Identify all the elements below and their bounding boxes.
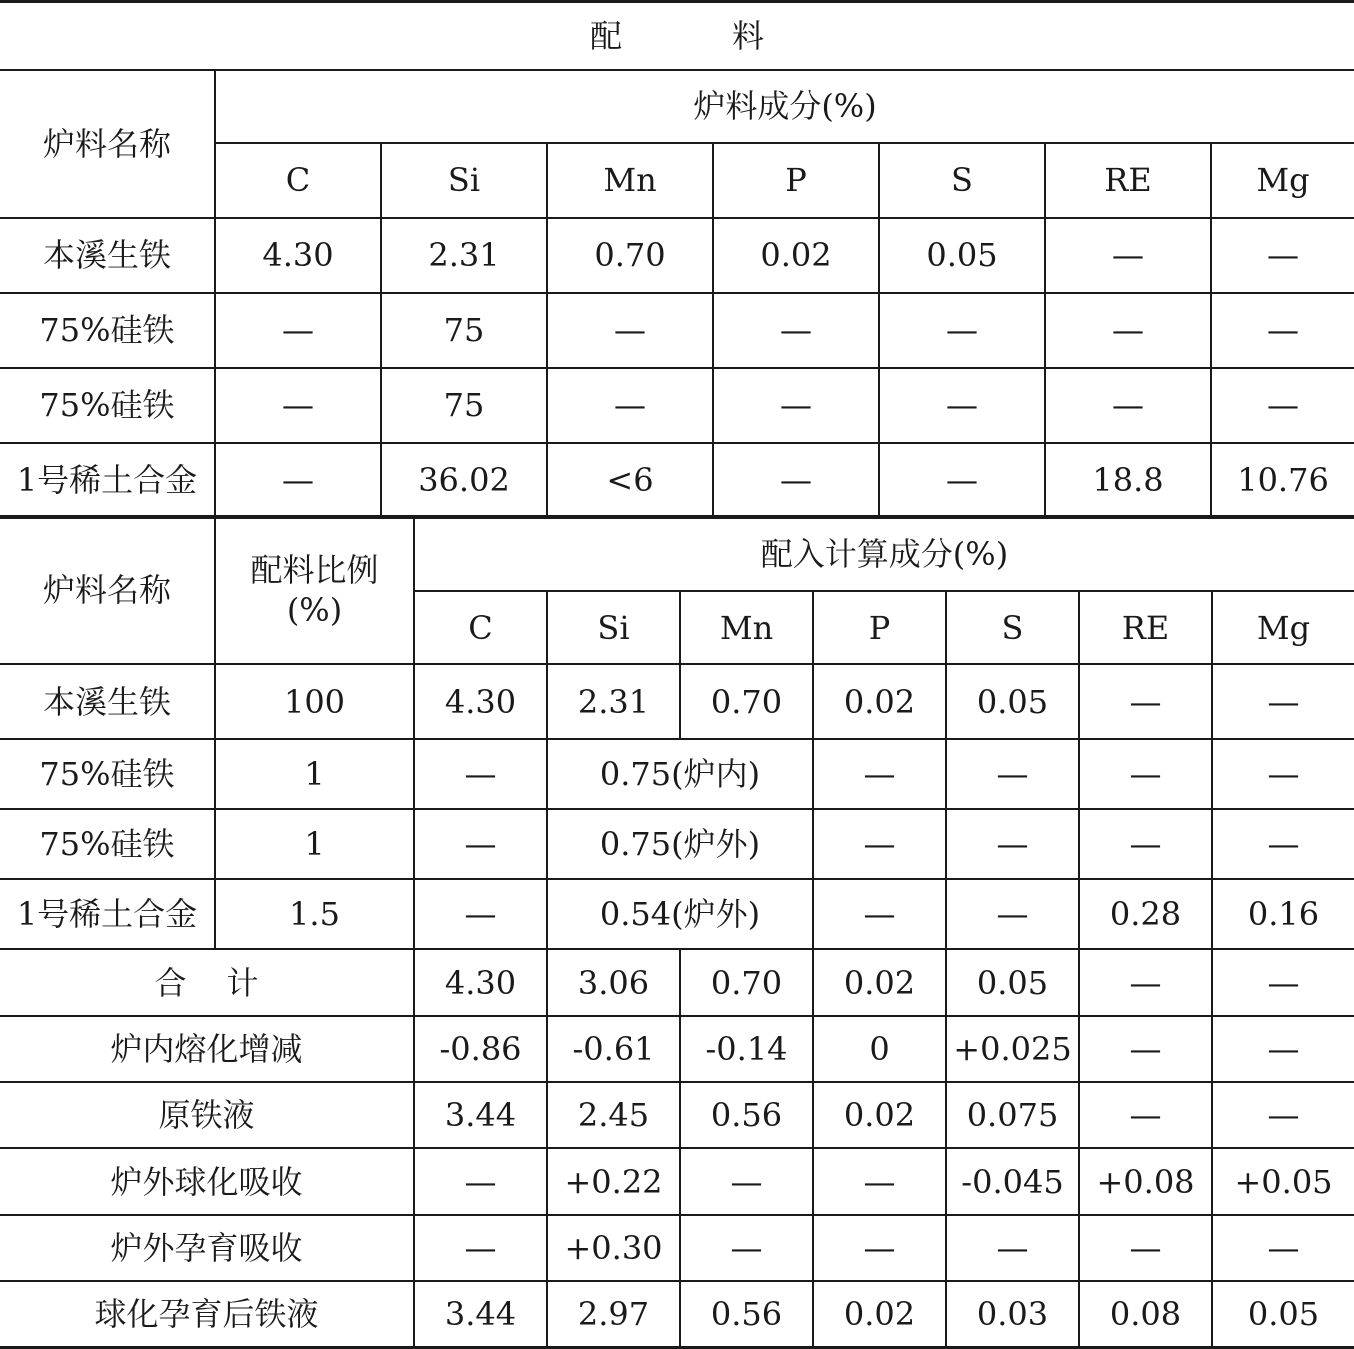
- element-header: S: [879, 143, 1045, 218]
- table-row: [0, 664, 1354, 739]
- value-cell: 3.06: [547, 949, 680, 1016]
- value-cell: —: [1079, 809, 1212, 879]
- table-row: [0, 293, 1354, 368]
- value-cell: —: [1212, 949, 1354, 1016]
- summary-row: [0, 1082, 1354, 1148]
- value-cell: 2.31: [381, 218, 547, 293]
- charge-name: 75%硅铁: [0, 368, 215, 443]
- value-cell: —: [1212, 1016, 1354, 1082]
- value-cell: 4.30: [215, 218, 381, 293]
- value-cell: 0.02: [813, 949, 946, 1016]
- value-cell: —: [1212, 1082, 1354, 1148]
- value-cell: —: [414, 879, 547, 949]
- value-cell: —: [1212, 1215, 1354, 1281]
- value-cell: 2.97: [547, 1281, 680, 1347]
- value-cell: 0.075: [946, 1082, 1079, 1148]
- value-cell: —: [215, 368, 381, 443]
- value-cell: +0.05: [1212, 1148, 1354, 1215]
- table-title: [0, 2, 1354, 70]
- table-row: [0, 443, 1354, 518]
- charge-composition-table: [0, 0, 1354, 519]
- table-row: [0, 368, 1354, 443]
- summary-label: 原铁液: [0, 1082, 414, 1148]
- value-cell: 0: [813, 1016, 946, 1082]
- element-header: RE: [1079, 591, 1212, 664]
- value-cell: 0.16: [1212, 879, 1354, 949]
- element-header: Mg: [1212, 591, 1354, 664]
- value-cell: —: [1045, 218, 1211, 293]
- value-cell: —: [813, 1215, 946, 1281]
- title-left-char: 配: [590, 16, 623, 55]
- value-cell: —: [813, 1148, 946, 1215]
- value-cell: —: [1211, 368, 1354, 443]
- value-cell: 0.70: [680, 664, 813, 739]
- value-cell: —: [713, 293, 879, 368]
- value-cell: —: [946, 739, 1079, 809]
- value-cell: 0.05: [1212, 1281, 1354, 1347]
- header-row: [0, 70, 1354, 143]
- value-cell: —: [414, 739, 547, 809]
- element-header: S: [946, 591, 1079, 664]
- value-cell: 2.45: [547, 1082, 680, 1148]
- value-cell: —: [1079, 1082, 1212, 1148]
- table-row: [0, 739, 1354, 809]
- value-cell: —: [946, 1215, 1079, 1281]
- value-cell: 0.03: [946, 1281, 1079, 1347]
- element-header: Mn: [547, 143, 713, 218]
- title-right-char: 料: [732, 16, 765, 55]
- value-cell: —: [946, 879, 1079, 949]
- ratio-header-line2: (%): [286, 591, 343, 629]
- value-cell-merged: 0.54(炉外): [547, 879, 813, 949]
- value-cell: 3.44: [414, 1281, 547, 1347]
- value-cell-merged: 0.75(炉外): [547, 809, 813, 879]
- value-cell: <6: [547, 443, 713, 518]
- charge-name: 1号稀土合金: [0, 443, 215, 518]
- ratio-header: [215, 516, 414, 664]
- charge-name: 本溪生铁: [0, 664, 215, 739]
- element-header: C: [414, 591, 547, 664]
- value-cell: +0.22: [547, 1148, 680, 1215]
- value-cell: —: [879, 368, 1045, 443]
- summary-row: [0, 1215, 1354, 1281]
- value-cell: 0.05: [879, 218, 1045, 293]
- value-cell: -0.045: [946, 1148, 1079, 1215]
- value-cell: -0.86: [414, 1016, 547, 1082]
- charge-name: 75%硅铁: [0, 809, 215, 879]
- value-cell: —: [215, 443, 381, 518]
- value-cell: —: [1212, 809, 1354, 879]
- value-cell: —: [1079, 1215, 1212, 1281]
- table-row: [0, 218, 1354, 293]
- summary-label: 炉外孕育吸收: [0, 1215, 414, 1281]
- table-row: [0, 809, 1354, 879]
- value-cell: 10.76: [1211, 443, 1354, 518]
- value-cell: 0.02: [813, 664, 946, 739]
- value-cell: 4.30: [414, 949, 547, 1016]
- element-header: C: [215, 143, 381, 218]
- header-row: [0, 516, 1354, 591]
- value-cell: —: [547, 293, 713, 368]
- value-cell: —: [1045, 368, 1211, 443]
- table-row: [0, 879, 1354, 949]
- charge-name: 75%硅铁: [0, 739, 215, 809]
- value-cell: —: [946, 809, 1079, 879]
- element-header: Mg: [1211, 143, 1354, 218]
- value-cell: +0.025: [946, 1016, 1079, 1082]
- value-cell-merged: 0.75(炉内): [547, 739, 813, 809]
- value-cell: —: [813, 739, 946, 809]
- value-cell: —: [713, 443, 879, 518]
- value-cell: 0.28: [1079, 879, 1212, 949]
- value-cell: 75: [381, 368, 547, 443]
- value-cell: 0.02: [813, 1281, 946, 1347]
- value-cell: —: [879, 293, 1045, 368]
- summary-label: 炉外球化吸收: [0, 1148, 414, 1215]
- element-header: RE: [1045, 143, 1211, 218]
- value-cell: —: [1212, 739, 1354, 809]
- value-cell: 2.31: [547, 664, 680, 739]
- value-cell: —: [1079, 739, 1212, 809]
- value-cell: 0.02: [713, 218, 879, 293]
- value-cell: —: [414, 809, 547, 879]
- ratio-cell: 1: [215, 809, 414, 879]
- value-cell: 0.05: [946, 949, 1079, 1016]
- value-cell: -0.61: [547, 1016, 680, 1082]
- element-header: P: [813, 591, 946, 664]
- element-header: P: [713, 143, 879, 218]
- value-cell: 0.02: [813, 1082, 946, 1148]
- charge-composition-header: 炉料成分(%): [215, 70, 1354, 143]
- value-cell: —: [713, 368, 879, 443]
- value-cell: —: [1212, 664, 1354, 739]
- summary-row: [0, 1148, 1354, 1215]
- value-cell: —: [1079, 949, 1212, 1016]
- charge-name: 本溪生铁: [0, 218, 215, 293]
- value-cell: 75: [381, 293, 547, 368]
- value-cell: —: [813, 879, 946, 949]
- value-cell: -0.14: [680, 1016, 813, 1082]
- summary-row: [0, 949, 1354, 1016]
- value-cell: 0.56: [680, 1281, 813, 1347]
- value-cell: 0.56: [680, 1082, 813, 1148]
- value-cell: —: [1079, 1016, 1212, 1082]
- calculated-composition-header: 配入计算成分(%): [414, 516, 1354, 591]
- value-cell: —: [414, 1148, 547, 1215]
- value-cell: 0.70: [680, 949, 813, 1016]
- element-header: Mn: [680, 591, 813, 664]
- value-cell: —: [680, 1148, 813, 1215]
- value-cell: —: [879, 443, 1045, 518]
- summary-row: [0, 1016, 1354, 1082]
- value-cell: 0.05: [946, 664, 1079, 739]
- summary-label: 合计: [0, 949, 414, 1016]
- value-cell: —: [414, 1215, 547, 1281]
- element-header: Si: [381, 143, 547, 218]
- value-cell: +0.08: [1079, 1148, 1212, 1215]
- charge-name-header: 炉料名称: [0, 516, 215, 664]
- summary-label: 球化孕育后铁液: [0, 1281, 414, 1347]
- value-cell: 0.70: [547, 218, 713, 293]
- value-cell: —: [1045, 293, 1211, 368]
- charge-name-header: 炉料名称: [0, 70, 215, 218]
- batch-calculation-table: [0, 515, 1354, 1349]
- value-cell: —: [547, 368, 713, 443]
- ratio-header-line1: 配料比例: [250, 551, 379, 589]
- charge-name: 75%硅铁: [0, 293, 215, 368]
- value-cell: —: [1211, 218, 1354, 293]
- value-cell: —: [1211, 293, 1354, 368]
- value-cell: —: [1079, 664, 1212, 739]
- value-cell: 4.30: [414, 664, 547, 739]
- ratio-cell: 1: [215, 739, 414, 809]
- value-cell: 3.44: [414, 1082, 547, 1148]
- element-header: Si: [547, 591, 680, 664]
- value-cell: 0.08: [1079, 1281, 1212, 1347]
- charge-name: 1号稀土合金: [0, 879, 215, 949]
- value-cell: —: [680, 1215, 813, 1281]
- value-cell: —: [215, 293, 381, 368]
- table-title-row: [0, 2, 1354, 70]
- value-cell: 18.8: [1045, 443, 1211, 518]
- value-cell: 36.02: [381, 443, 547, 518]
- value-cell: +0.30: [547, 1215, 680, 1281]
- ratio-cell: 1.5: [215, 879, 414, 949]
- summary-row: [0, 1281, 1354, 1347]
- ratio-cell: 100: [215, 664, 414, 739]
- value-cell: —: [813, 809, 946, 879]
- summary-label: 炉内熔化增减: [0, 1016, 414, 1082]
